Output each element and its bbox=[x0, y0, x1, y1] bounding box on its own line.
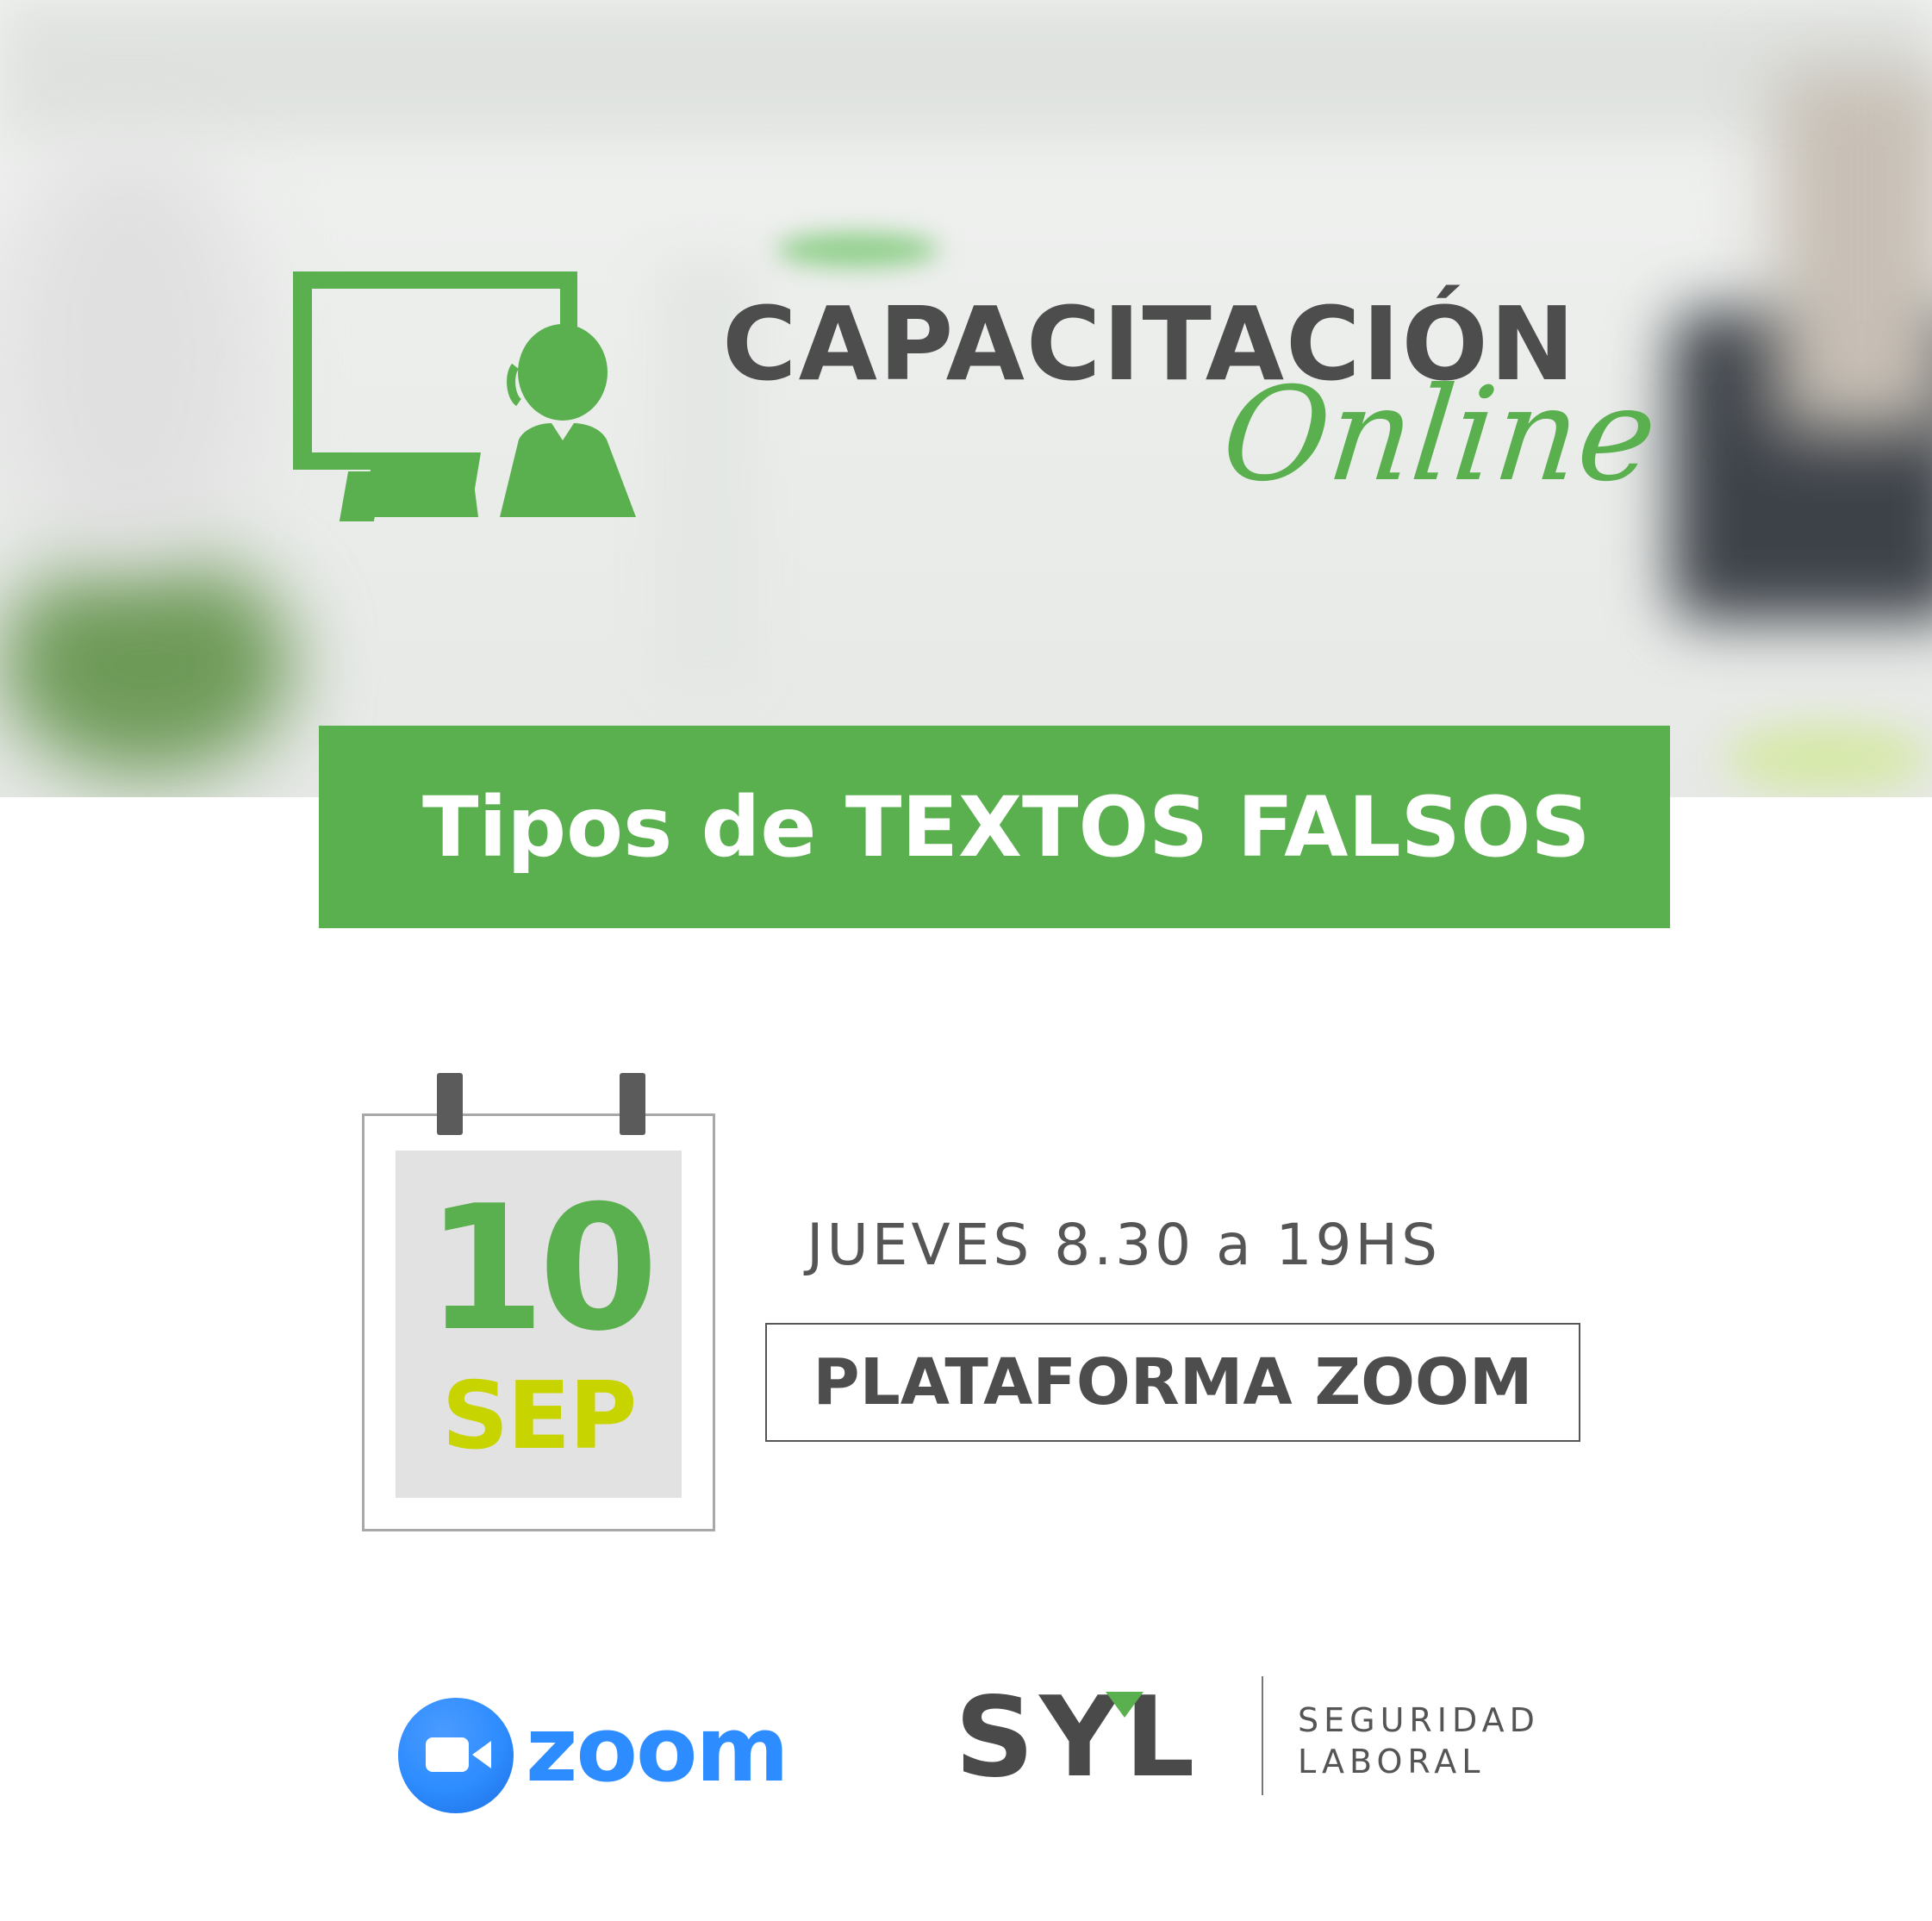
syl-logo bbox=[955, 1674, 1540, 1802]
topic-band bbox=[319, 726, 1670, 928]
schedule-text: JUEVES 8.30 a 19HS bbox=[807, 1212, 1442, 1278]
topic-title: Tipos de TEXTOS FALSOS bbox=[422, 778, 1591, 876]
platform-label: PLATAFORMA ZOOM bbox=[813, 1345, 1533, 1419]
headset-mic bbox=[511, 366, 519, 402]
syl-wordmark: SYL bbox=[955, 1674, 1200, 1802]
monitor-base bbox=[362, 470, 478, 517]
title-online: Online bbox=[1215, 360, 1664, 510]
calendar-ring-left bbox=[437, 1073, 463, 1135]
calendar-month: SEP bbox=[441, 1363, 636, 1470]
instructor-head bbox=[518, 324, 608, 421]
syl-tagline-2: LABORAL bbox=[1298, 1743, 1486, 1781]
zoom-wordmark: zoom bbox=[526, 1697, 788, 1802]
title-capacitacion: CAPACITACIÓN bbox=[722, 284, 1577, 403]
platform-box bbox=[765, 1323, 1580, 1442]
syl-tagline-1: SEGURIDAD bbox=[1298, 1701, 1540, 1739]
syl-divider bbox=[1262, 1676, 1263, 1795]
monitor-instructor-icon bbox=[293, 271, 638, 521]
zoom-logo bbox=[398, 1696, 788, 1817]
calendar-page bbox=[396, 1151, 682, 1498]
calendar-icon bbox=[362, 1113, 715, 1531]
instructor-body bbox=[500, 423, 636, 517]
syl-accent-mark bbox=[1106, 1692, 1144, 1718]
calendar-ring-right bbox=[620, 1073, 645, 1135]
calendar-day: 10 bbox=[425, 1169, 652, 1369]
zoom-camera-icon bbox=[398, 1698, 514, 1813]
